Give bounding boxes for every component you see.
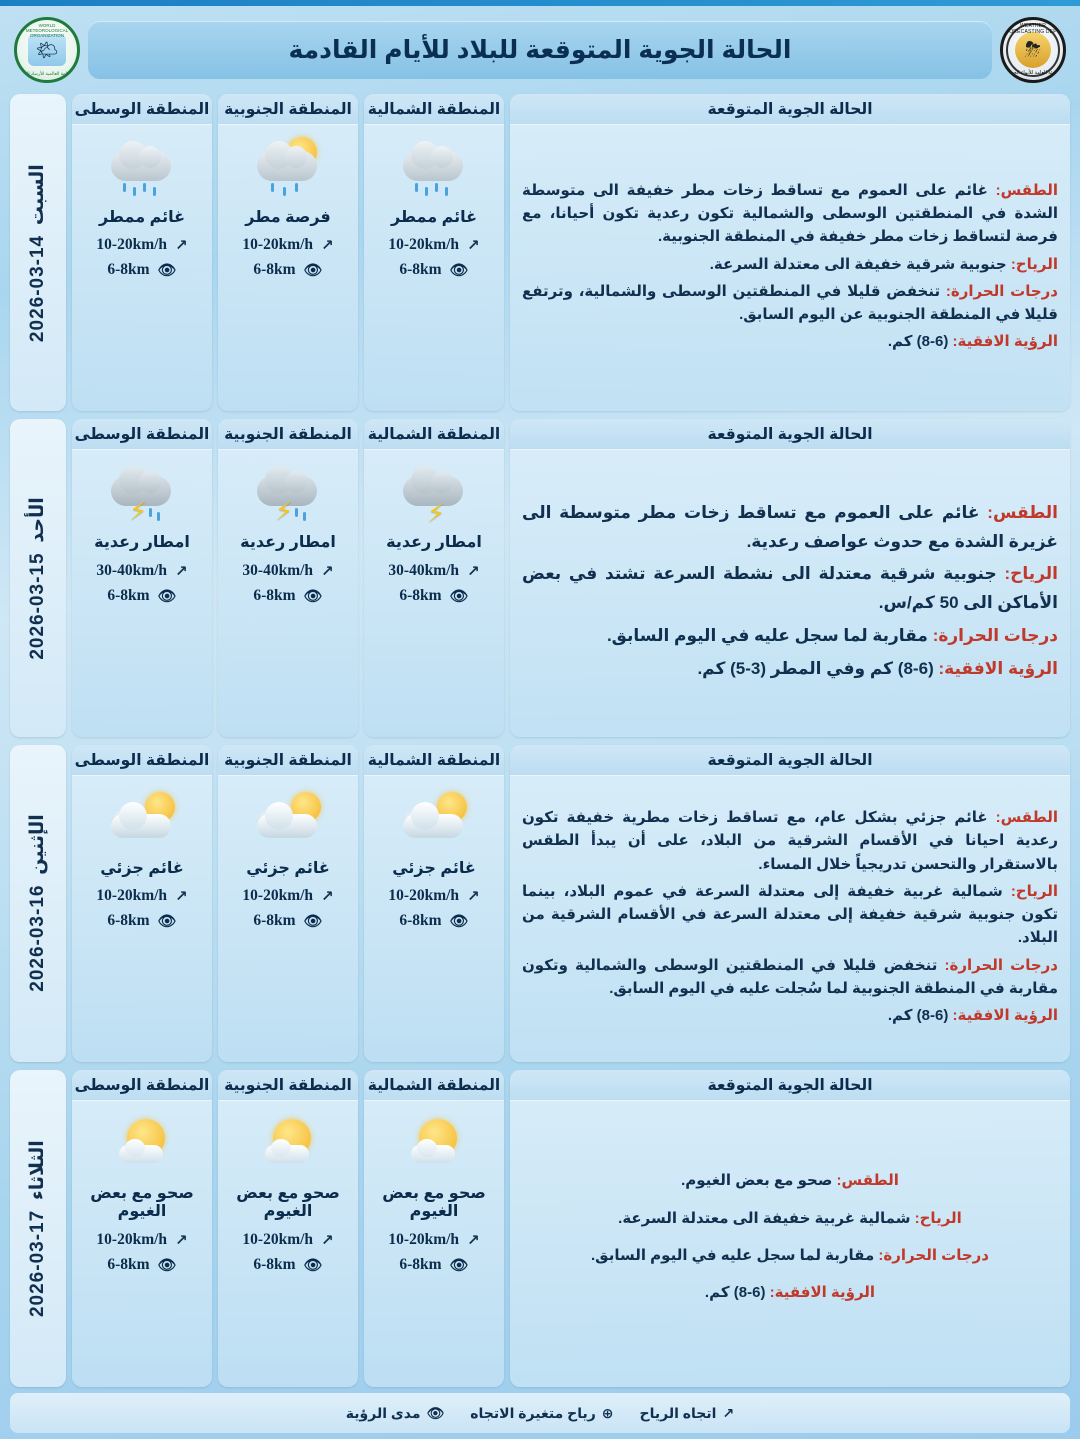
region-wind (72, 562, 212, 580)
thunder-cloud-icon: ⚡ (397, 454, 471, 532)
region-wind (72, 1231, 212, 1249)
mostly-sunny-icon (397, 1105, 471, 1183)
day-date: 2026-03-14 (27, 234, 48, 342)
visibility-label: الرؤية الافقية: (769, 1284, 876, 1302)
weather-text: غائم على العموم مع تساقط زخات مطر متوسطة الى غزيرة الشدة مع حدوث عواصف رعدية. (522, 502, 1058, 551)
region-condition: صحو مع بعض الغيوم (236, 1184, 340, 1221)
region-condition: غائم ممطر (98, 209, 186, 226)
region-visibility (72, 912, 212, 930)
wind-arrow-icon: ↗ (321, 237, 334, 255)
eye-icon: 👁 (449, 262, 469, 280)
forecast-card (510, 1070, 1070, 1387)
wind-text: جنوبية شرقية خفيفة الى معتدلة السرعة. (709, 255, 1007, 273)
variable-wind-icon: ⊕ (601, 1404, 614, 1421)
partly-cloudy-icon (251, 780, 325, 858)
eye-icon: 👁 (426, 1404, 445, 1421)
wind-arrow-icon: ↗ (175, 237, 188, 255)
visibility-value: 6-8km (253, 261, 296, 279)
day-row (10, 1070, 1070, 1387)
mostly-sunny-icon (251, 1105, 325, 1183)
wind-value: 10-20km/h (242, 886, 314, 904)
day-row (10, 94, 1070, 411)
eye-icon: 👁 (157, 587, 177, 605)
forecast-card-body (510, 125, 1070, 411)
temp-label: درجات الحرارة: (945, 282, 1059, 300)
page-title: الحالة الجوية المتوقعة للبلاد للأيام القادمة (288, 36, 792, 64)
wind-arrow-icon: ↗ (467, 562, 480, 580)
eye-icon: 👁 (303, 912, 323, 930)
visibility-value: 6-8km (399, 911, 442, 929)
weather-dept-logo-icon: WEATHER FORECASTING DEPT ⛈ الهيئة العامة للأنواء الجوية (1000, 17, 1066, 83)
region-card-central (72, 419, 212, 736)
region-visibility (364, 587, 504, 605)
weather-text: صحو مع بعض الغيوم. (681, 1172, 833, 1190)
visibility-text: (6-8) كم. (887, 333, 949, 351)
day-date: 2026-03-17 (27, 1209, 48, 1317)
partly-cloudy-icon (105, 780, 179, 858)
region-wind (72, 887, 212, 905)
region-card-south (218, 94, 358, 411)
wind-arrow-icon: ↗ (467, 887, 480, 905)
region-visibility (72, 587, 212, 605)
region-wind (364, 562, 504, 580)
wind-arrow-icon: ↗ (467, 237, 480, 255)
region-visibility (364, 261, 504, 279)
date-column (10, 419, 66, 736)
region-name: المنطقة الوسطى (72, 1070, 212, 1101)
page-title-bar (88, 21, 992, 79)
region-name: المنطقة الوسطى (72, 94, 212, 125)
wind-value: 10-20km/h (242, 1230, 314, 1248)
visibility-label: الرؤية الافقية: (938, 659, 1058, 679)
legend-wind-direction-label: اتجاه الرياح (639, 1404, 717, 1421)
region-wind (218, 887, 358, 905)
wind-value: 10-20km/h (242, 236, 314, 254)
forecast-card (510, 94, 1070, 411)
wind-text: شمالية غربية خفيفة الى معتدلة السرعة. (618, 1209, 911, 1227)
days-list (10, 94, 1070, 1387)
visibility-value: 6-8km (253, 586, 296, 604)
wind-value: 30-40km/h (388, 561, 460, 579)
wind-value: 10-20km/h (96, 236, 168, 254)
forecast-card-header: الحالة الجوية المتوقعة (510, 419, 1070, 450)
legend-variable-direction (470, 1405, 613, 1422)
rain-cloud-icon (397, 129, 471, 207)
region-card-south (218, 745, 358, 1062)
temp-text: تنخفض قليلا في المنطقتين الوسطى والشمالية وتكون مقاربة في المنطقة الجنوبية لما سُجلت عليه في اليوم السابق. (522, 956, 1058, 997)
wind-arrow-icon: ↗ (321, 562, 334, 580)
forecast-card (510, 419, 1070, 736)
wind-label: الرياح: (1010, 255, 1058, 273)
left-logo-bottom-text: الهيئة العامة للأنواء الجوية (1006, 70, 1060, 76)
legend-wind-direction (640, 1405, 735, 1422)
day-name: الثلاثاء (27, 1139, 48, 1200)
temp-text: مقاربة لما سجل عليه في اليوم السابق. (606, 626, 928, 646)
day-name: السبت (27, 163, 48, 225)
region-wind (364, 1231, 504, 1249)
region-visibility (218, 1256, 358, 1274)
region-card-south (218, 419, 358, 736)
visibility-text: (6-8) كم. (704, 1284, 766, 1302)
day-date: 2026-03-16 (27, 884, 48, 992)
forecast-card-body (510, 1101, 1070, 1387)
wind-value: 30-40km/h (96, 561, 168, 579)
region-card-north (364, 1070, 504, 1387)
right-logo-top-text: WORLD METEOROLOGICAL ORGANIZATION (25, 23, 69, 38)
region-wind (218, 1231, 358, 1249)
eye-icon: 👁 (303, 1256, 323, 1274)
forecast-card-header: الحالة الجوية المتوقعة (510, 94, 1070, 125)
eye-icon: 👁 (303, 587, 323, 605)
visibility-value: 6-8km (107, 911, 150, 929)
legend-visibility-label: مدى الرؤية (345, 1404, 421, 1421)
region-name: المنطقة الجنوبية (218, 419, 358, 450)
wind-label: الرياح: (1004, 564, 1058, 584)
date-column (10, 1070, 66, 1387)
weather-label: الطقس: (836, 1172, 899, 1190)
legend-visibility (346, 1405, 444, 1422)
sun-rain-cloud-icon (251, 129, 325, 207)
region-visibility (364, 912, 504, 930)
forecast-card-body (510, 776, 1070, 1062)
region-name: المنطقة الشمالية (364, 419, 504, 450)
wind-label: الرياح: (1010, 882, 1058, 900)
region-wind (364, 236, 504, 254)
partly-cloudy-icon (397, 780, 471, 858)
temp-label: درجات الحرارة: (932, 626, 1058, 646)
visibility-text: (6-8) كم وفي المطر (3-5) كم. (697, 659, 934, 679)
legend-footer (10, 1393, 1070, 1433)
region-card-central (72, 94, 212, 411)
date-column (10, 94, 66, 411)
region-condition: غائم ممطر (390, 209, 478, 226)
day-date: 2026-03-15 (27, 552, 48, 660)
region-visibility (218, 261, 358, 279)
day-row (10, 419, 1070, 736)
wind-value: 10-20km/h (388, 236, 460, 254)
visibility-value: 6-8km (253, 1255, 296, 1273)
eye-icon: 👁 (157, 262, 177, 280)
wind-arrow-icon: ↗ (321, 1231, 334, 1249)
wind-value: 10-20km/h (388, 886, 460, 904)
region-condition: غائم جزئي (246, 859, 330, 877)
region-card-south (218, 1070, 358, 1387)
eye-icon: 👁 (449, 587, 469, 605)
weather-text: غائم جزئي بشكل عام، مع تساقط زخات مطرية خفيفة تكون رعدية احيانا في الأقسام الشرقية من البلاد، على أن يبدأ الطقس بالاستقرار والتحسن تدريجياً خلال المساء. (522, 809, 1058, 873)
region-card-north (364, 94, 504, 411)
visibility-value: 6-8km (399, 1255, 442, 1273)
visibility-value: 6-8km (107, 261, 150, 279)
wind-value: 10-20km/h (96, 886, 168, 904)
wind-arrow-icon: ↗ (321, 887, 334, 905)
region-condition: فرصة مطر (245, 209, 331, 226)
mostly-sunny-icon (105, 1105, 179, 1183)
weather-label: الطقس: (995, 181, 1058, 199)
forecast-card-header: الحالة الجوية المتوقعة (510, 745, 1070, 776)
wmo-logo-icon: WORLD METEOROLOGICAL ORGANIZATION 🌤 المنظمة العالمية للأرصاد الجوية (14, 17, 80, 83)
wind-arrow-icon: ↗ (175, 562, 188, 580)
eye-icon: 👁 (157, 912, 177, 930)
wind-label: الرياح: (914, 1209, 962, 1227)
region-visibility (364, 1256, 504, 1274)
region-card-central (72, 1070, 212, 1387)
eye-icon: 👁 (303, 262, 323, 280)
rain-cloud-icon (105, 129, 179, 207)
region-card-north (364, 419, 504, 736)
region-name: المنطقة الجنوبية (218, 94, 358, 125)
temp-text: تنخفض قليلا في المنطقتين الوسطى والشمالية، وترتفع قليلا في المنطقة الجنوبية عن اليوم السابق. (522, 282, 1058, 323)
region-visibility (72, 261, 212, 279)
wind-text: جنوبية شرقية معتدلة الى نشطة السرعة تشتد في بعض الأماكن الى 50 كم/س. (522, 564, 1058, 613)
region-name: المنطقة الوسطى (72, 745, 212, 776)
region-visibility (218, 587, 358, 605)
visibility-value: 6-8km (399, 586, 442, 604)
region-name: المنطقة الجنوبية (218, 1070, 358, 1101)
wind-text: شمالية غربية خفيفة إلى معتدلة السرعة في عموم البلاد، بينما تكون جنوبية شرقية خفيفة إلى معتدلة السرعة في الأقسام الشرقية من البلاد. (522, 882, 1058, 947)
day-name: الإثنين (27, 814, 48, 875)
eye-icon: 👁 (157, 1256, 177, 1274)
forecast-card-header: الحالة الجوية المتوقعة (510, 1070, 1070, 1101)
legend-variable-direction-label: رياح متغيرة الاتجاه (470, 1404, 596, 1421)
forecast-card (510, 745, 1070, 1062)
visibility-label: الرؤية الافقية: (952, 333, 1058, 351)
region-condition: صحو مع بعض الغيوم (382, 1184, 486, 1221)
region-condition: امطار رعدية (386, 534, 482, 552)
region-name: المنطقة الشمالية (364, 1070, 504, 1101)
region-wind (218, 562, 358, 580)
weather-label: الطقس: (995, 809, 1058, 826)
wind-value: 10-20km/h (96, 1230, 168, 1248)
region-visibility (218, 912, 358, 930)
region-wind (72, 236, 212, 254)
region-card-central (72, 745, 212, 1062)
visibility-value: 6-8km (253, 911, 296, 929)
temp-label: درجات الحرارة: (944, 956, 1058, 974)
eye-icon: 👁 (449, 912, 469, 930)
day-name: الأحد (27, 496, 48, 542)
wind-value: 30-40km/h (242, 561, 314, 579)
wind-arrow-icon: ↗ (467, 1231, 480, 1249)
region-condition: امطار رعدية (94, 534, 190, 552)
page-header (14, 14, 1066, 86)
region-name: المنطقة الشمالية (364, 745, 504, 776)
left-logo-top-text: WEATHER FORECASTING DEPT (1005, 23, 1061, 35)
thunder-cloud-icon: ⚡ (251, 454, 325, 532)
date-column (10, 745, 66, 1062)
visibility-label: الرؤية الافقية: (952, 1007, 1058, 1024)
visibility-value: 6-8km (107, 586, 150, 604)
temp-text: مقاربة لما سجل عليه في اليوم السابق. (591, 1246, 875, 1264)
weather-label: الطقس: (987, 502, 1058, 522)
region-condition: امطار رعدية (240, 534, 336, 552)
right-logo-bottom-text: المنظمة العالمية للأرصاد الجوية (18, 71, 76, 76)
visibility-value: 6-8km (107, 1255, 150, 1273)
weather-text: غائم على العموم مع تساقط زخات مطر خفيفة الى متوسطة الشدة في المنطقتين الوسطى والشمالية تكون رعدية تكون أحيانا، مع فرصة لتساقط زخات مطر خفيفة في المنطقة الجنوبية. (522, 181, 1059, 246)
wind-arrow-icon: ↗ (175, 887, 188, 905)
visibility-value: 6-8km (399, 261, 442, 279)
region-condition: صحو مع بعض الغيوم (90, 1184, 194, 1221)
region-condition: غائم جزئي (100, 859, 184, 877)
region-name: المنطقة الجنوبية (218, 745, 358, 776)
wind-value: 10-20km/h (388, 1230, 460, 1248)
region-card-north (364, 745, 504, 1062)
region-wind (364, 887, 504, 905)
forecast-card-body (510, 450, 1070, 736)
region-condition: غائم جزئي (392, 859, 476, 877)
eye-icon: 👁 (449, 1256, 469, 1274)
thunder-cloud-icon: ⚡ (105, 454, 179, 532)
wind-arrow-icon: ↗ (175, 1231, 188, 1249)
region-name: المنطقة الشمالية (364, 94, 504, 125)
day-row (10, 745, 1070, 1062)
region-wind (218, 236, 358, 254)
region-name: المنطقة الوسطى (72, 419, 212, 450)
visibility-text: (6-8) كم. (887, 1007, 949, 1024)
wind-arrow-icon: ↗ (722, 1404, 735, 1421)
region-visibility (72, 1256, 212, 1274)
temp-label: درجات الحرارة: (878, 1246, 989, 1264)
